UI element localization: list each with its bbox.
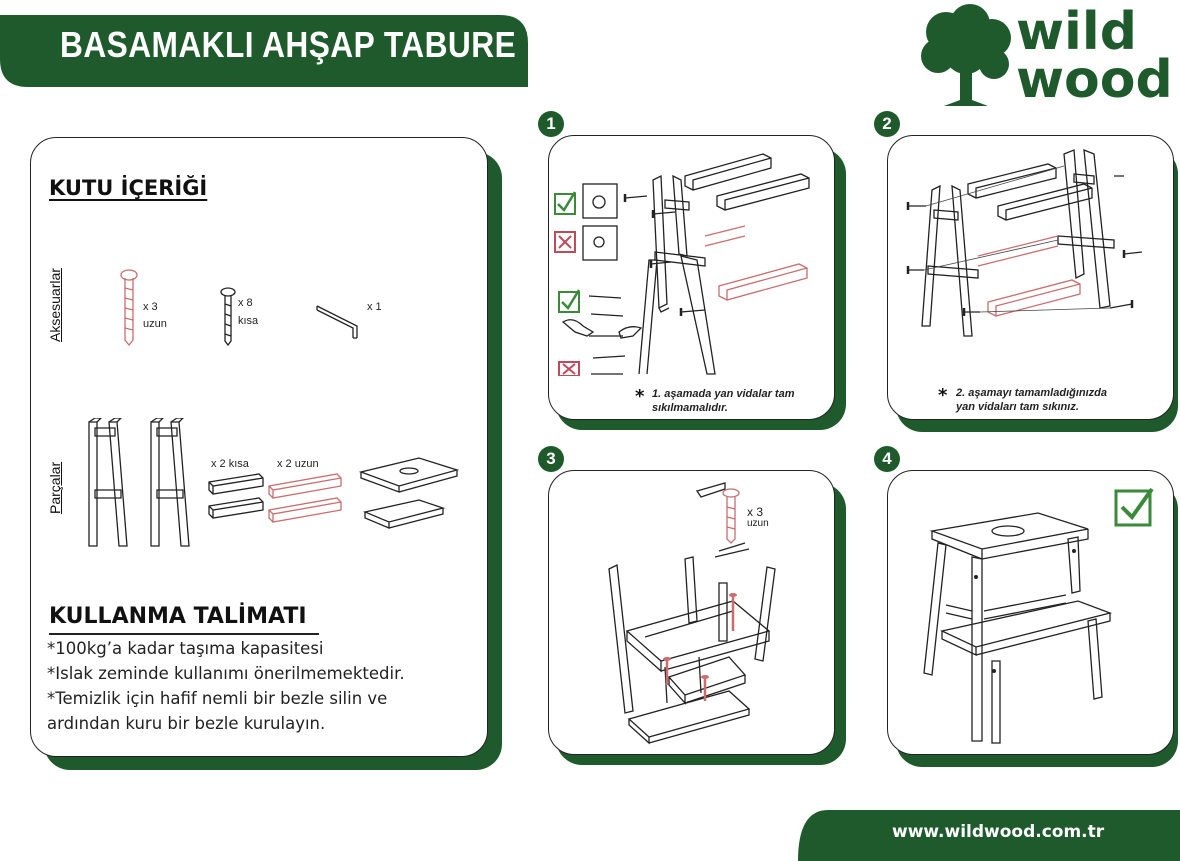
step-3-badge: 3	[538, 446, 564, 472]
step-3-screw-qty: x 3	[747, 505, 764, 519]
usage-title: KULLANMA TALİMATI	[49, 604, 307, 629]
short-screw-desc: kısa	[238, 315, 259, 327]
hex-key-icon	[313, 296, 373, 340]
step-3-card	[548, 470, 835, 755]
footer-website-link[interactable]: www.wildwood.com.tr	[892, 822, 1105, 842]
box-contents-title: KUTU İÇERİĞİ	[49, 176, 208, 200]
step-3-illustration	[549, 471, 834, 751]
step-1-note-star: *	[635, 386, 645, 407]
brand-logo	[916, 4, 1178, 108]
logo-line-wild: wild	[1016, 2, 1137, 62]
parts-label: Parçalar	[47, 461, 63, 514]
short-rails-label: x 2 kısa	[211, 458, 249, 470]
usage-line-2: *Islak zeminde kullanımı önerilmemektedir.	[47, 664, 405, 683]
side-frame-right-icon	[143, 418, 193, 550]
step-1-note-line-1: 1. aşamada yan vidalar tam	[652, 388, 795, 400]
long-screw-qty: x 3	[143, 301, 158, 313]
box-contents-card	[30, 137, 488, 757]
usage-title-underline	[49, 633, 319, 635]
long-screw-desc: uzun	[143, 318, 167, 330]
step-4-card	[887, 470, 1174, 755]
step-3-screw-desc: uzun	[747, 518, 769, 529]
tree-icon	[916, 4, 1016, 108]
page-title: BASAMAKLI AHŞAP TABURE	[60, 24, 517, 65]
short-rails-icon	[205, 472, 267, 522]
usage-line-1: *100kg’a kadar taşıma kapasitesi	[47, 639, 324, 658]
step-1-card	[548, 135, 835, 420]
step-2-note-line-2: yan vidaları tam sıkınız.	[956, 401, 1079, 413]
step-boards-icon	[357, 454, 461, 532]
step-2-card	[887, 135, 1174, 420]
step-2-badge: 2	[874, 111, 900, 137]
step-2-note-star: *	[938, 385, 948, 406]
usage-line-4: ardından kuru bir bezle kurulayın.	[47, 714, 326, 733]
short-screw-qty: x 8	[238, 297, 253, 309]
long-screw-icon	[119, 268, 139, 346]
hex-key-qty: x 1	[367, 301, 382, 313]
step-1-illustration	[549, 136, 834, 376]
long-rails-icon	[265, 472, 345, 526]
accessories-label: Aksesuarlar	[47, 268, 63, 342]
step-1-note-line-2: sıkılmamalıdır.	[652, 402, 728, 414]
logo-line-wood: wood	[1016, 50, 1173, 110]
short-screw-icon	[219, 286, 237, 346]
usage-line-3: *Temizlik için hafif nemli bir bezle silin ve	[47, 689, 388, 708]
side-frame-left-icon	[81, 418, 131, 550]
step-2-illustration	[888, 136, 1173, 386]
step-1-badge: 1	[538, 111, 564, 137]
step-4-stool-illustration	[888, 471, 1173, 751]
step-2-note-line-1: 2. aşamayı tamamladığınızda	[956, 387, 1108, 399]
long-rails-label: x 2 uzun	[277, 458, 319, 470]
step-4-badge: 4	[874, 446, 900, 472]
